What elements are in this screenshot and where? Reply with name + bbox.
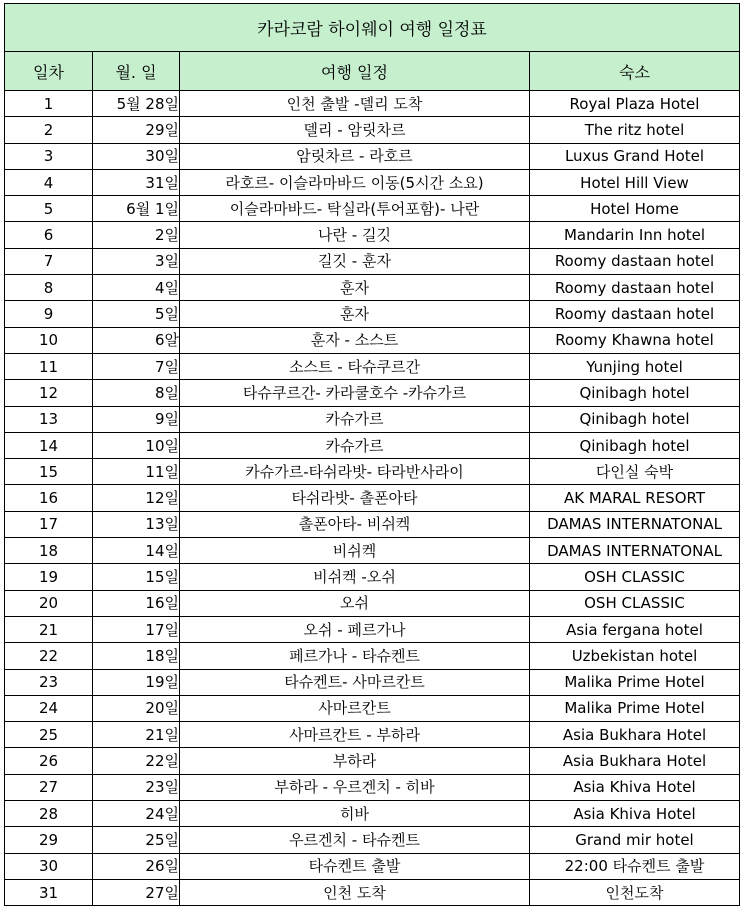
cell-plan: 비쉬켁	[180, 538, 530, 564]
table-row	[5, 327, 740, 353]
header-plan: 여행 일정	[180, 52, 530, 91]
table-row	[5, 117, 740, 143]
cell-day: 27	[5, 774, 93, 800]
cell-hotel: AK MARAL RESORT	[530, 485, 740, 511]
table-row	[5, 169, 740, 195]
cell-day: 1	[5, 91, 93, 117]
table-row	[5, 301, 740, 327]
cell-hotel: 다인실 숙박	[530, 459, 740, 485]
table-row	[5, 196, 740, 222]
table-row	[5, 432, 740, 458]
table-row	[5, 801, 740, 827]
cell-day: 29	[5, 827, 93, 853]
cell-hotel: Roomy dastaan hotel	[530, 301, 740, 327]
cell-date: 11일	[93, 459, 180, 485]
cell-hotel: DAMAS INTERNATONAL	[530, 538, 740, 564]
cell-plan: 인천 도착	[180, 879, 530, 905]
table-body	[5, 91, 740, 906]
cell-date: 26일	[93, 853, 180, 879]
cell-hotel: Asia Bukhara Hotel	[530, 722, 740, 748]
cell-hotel: Asia Bukhara Hotel	[530, 748, 740, 774]
cell-plan: 히바	[180, 801, 530, 827]
table-row	[5, 564, 740, 590]
cell-plan: 페르가나 - 타슈켄트	[180, 643, 530, 669]
table-row	[5, 827, 740, 853]
table-row	[5, 669, 740, 695]
cell-day: 14	[5, 432, 93, 458]
cell-day: 24	[5, 695, 93, 721]
cell-hotel: Asia fergana hotel	[530, 616, 740, 642]
cell-date: 13일	[93, 511, 180, 537]
cell-date: 7일	[93, 353, 180, 379]
table-row	[5, 459, 740, 485]
cell-day: 7	[5, 248, 93, 274]
cell-day: 30	[5, 853, 93, 879]
cell-day: 22	[5, 643, 93, 669]
cell-hotel: Qinibagh hotel	[530, 432, 740, 458]
cell-day: 6	[5, 222, 93, 248]
cell-hotel: Royal Plaza Hotel	[530, 91, 740, 117]
cell-day: 31	[5, 879, 93, 905]
cell-hotel: Mandarin Inn hotel	[530, 222, 740, 248]
cell-hotel: Roomy dastaan hotel	[530, 248, 740, 274]
table-row	[5, 722, 740, 748]
table-row	[5, 774, 740, 800]
cell-plan: 우르겐치 - 타슈켄트	[180, 827, 530, 853]
cell-day: 17	[5, 511, 93, 537]
cell-day: 9	[5, 301, 93, 327]
cell-plan: 부하라	[180, 748, 530, 774]
cell-day: 18	[5, 538, 93, 564]
cell-plan: 타슈켄트- 사마르칸트	[180, 669, 530, 695]
cell-plan: 타슈켄트 출발	[180, 853, 530, 879]
cell-hotel: Asia Khiva Hotel	[530, 774, 740, 800]
table-row	[5, 616, 740, 642]
cell-date: 8일	[93, 380, 180, 406]
cell-date: 29일	[93, 117, 180, 143]
cell-day: 23	[5, 669, 93, 695]
cell-hotel: Malika Prime Hotel	[530, 669, 740, 695]
cell-date: 6월 1일	[93, 196, 180, 222]
header-date: 월. 일	[93, 52, 180, 91]
cell-date: 15일	[93, 564, 180, 590]
cell-hotel: Asia Khiva Hotel	[530, 801, 740, 827]
cell-hotel: 인천도착	[530, 879, 740, 905]
cell-plan: 촐폰아타- 비쉬켁	[180, 511, 530, 537]
table-row	[5, 485, 740, 511]
cell-plan: 라호르- 이슬라마바드 이동(5시간 소요)	[180, 169, 530, 195]
table-row	[5, 853, 740, 879]
cell-plan: 오쉬 - 페르가나	[180, 616, 530, 642]
cell-plan: 이슬라마바드- 탁실라(투어포함)- 나란	[180, 196, 530, 222]
cell-date: 21일	[93, 722, 180, 748]
cell-day: 19	[5, 564, 93, 590]
cell-plan: 훈자	[180, 301, 530, 327]
cell-day: 15	[5, 459, 93, 485]
cell-date: 4일	[93, 275, 180, 301]
cell-hotel: Qinibagh hotel	[530, 380, 740, 406]
header-hotel: 숙소	[530, 52, 740, 91]
cell-hotel: The ritz hotel	[530, 117, 740, 143]
cell-day: 4	[5, 169, 93, 195]
cell-date: 17일	[93, 616, 180, 642]
table-row	[5, 406, 740, 432]
cell-plan: 타쉬라밧- 촐폰아타	[180, 485, 530, 511]
header-day: 일차	[5, 52, 93, 91]
cell-date: 9일	[93, 406, 180, 432]
cell-date: 19일	[93, 669, 180, 695]
cell-day: 16	[5, 485, 93, 511]
cell-plan: 인천 출발 -델리 도착	[180, 91, 530, 117]
cell-plan: 나란 - 길깃	[180, 222, 530, 248]
cell-plan: 사마르칸트	[180, 695, 530, 721]
cell-date: 2일	[93, 222, 180, 248]
cell-date: 20일	[93, 695, 180, 721]
cell-day: 21	[5, 616, 93, 642]
cell-hotel: Roomy dastaan hotel	[530, 275, 740, 301]
cell-day: 5	[5, 196, 93, 222]
table-row	[5, 748, 740, 774]
cell-date: 10일	[93, 432, 180, 458]
cell-date: 22일	[93, 748, 180, 774]
cell-plan: 비쉬켁 -오쉬	[180, 564, 530, 590]
table-row	[5, 511, 740, 537]
table-row	[5, 143, 740, 169]
table-title: 카라코람 하이웨이 여행 일정표	[5, 4, 740, 52]
cell-plan: 카슈가르	[180, 432, 530, 458]
cell-date: 30일	[93, 143, 180, 169]
cell-hotel: Yunjing hotel	[530, 353, 740, 379]
cell-date: 31일	[93, 169, 180, 195]
cell-day: 2	[5, 117, 93, 143]
cell-plan: 카슈가르	[180, 406, 530, 432]
cell-date: 12일	[93, 485, 180, 511]
cell-plan: 오쉬	[180, 590, 530, 616]
cell-hotel: Malika Prime Hotel	[530, 695, 740, 721]
cell-hotel: OSH CLASSIC	[530, 564, 740, 590]
cell-day: 20	[5, 590, 93, 616]
cell-day: 28	[5, 801, 93, 827]
cell-hotel: Qinibagh hotel	[530, 406, 740, 432]
cell-date: 24일	[93, 801, 180, 827]
cell-day: 8	[5, 275, 93, 301]
cell-date: 18일	[93, 643, 180, 669]
table-row	[5, 222, 740, 248]
cell-date: 27일	[93, 879, 180, 905]
cell-hotel: Uzbekistan hotel	[530, 643, 740, 669]
cell-plan: 소스트 - 타슈쿠르간	[180, 353, 530, 379]
cell-day: 13	[5, 406, 93, 432]
cell-date: 16일	[93, 590, 180, 616]
table-row	[5, 643, 740, 669]
table-row	[5, 380, 740, 406]
cell-hotel: DAMAS INTERNATONAL	[530, 511, 740, 537]
cell-day: 10	[5, 327, 93, 353]
cell-date: 6알	[93, 327, 180, 353]
cell-date: 5일	[93, 301, 180, 327]
cell-hotel: OSH CLASSIC	[530, 590, 740, 616]
cell-hotel: Hotel Home	[530, 196, 740, 222]
cell-date: 23일	[93, 774, 180, 800]
cell-plan: 부하라 - 우르겐치 - 히바	[180, 774, 530, 800]
table-row	[5, 590, 740, 616]
table-row	[5, 879, 740, 905]
cell-date: 25일	[93, 827, 180, 853]
cell-day: 3	[5, 143, 93, 169]
cell-plan: 사마르칸트 - 부하라	[180, 722, 530, 748]
cell-plan: 길깃 - 훈자	[180, 248, 530, 274]
cell-plan: 카슈가르-타쉬라밧- 타라반사라이	[180, 459, 530, 485]
cell-hotel: Roomy Khawna hotel	[530, 327, 740, 353]
cell-hotel: Luxus Grand Hotel	[530, 143, 740, 169]
table-row	[5, 248, 740, 274]
cell-plan: 타슈쿠르간- 카라쿨호수 -카슈가르	[180, 380, 530, 406]
table-row	[5, 538, 740, 564]
cell-hotel: 22:00 타슈켄트 출발	[530, 853, 740, 879]
cell-date: 3일	[93, 248, 180, 274]
table-row	[5, 695, 740, 721]
header-row	[5, 52, 740, 91]
table-row	[5, 353, 740, 379]
title-row	[5, 4, 740, 52]
table-row	[5, 91, 740, 117]
cell-plan: 암릿차르 - 라호르	[180, 143, 530, 169]
cell-plan: 훈자 - 소스트	[180, 327, 530, 353]
cell-hotel: Hotel Hill View	[530, 169, 740, 195]
cell-day: 11	[5, 353, 93, 379]
cell-plan: 훈자	[180, 275, 530, 301]
cell-day: 26	[5, 748, 93, 774]
cell-plan: 델리 - 암릿차르	[180, 117, 530, 143]
itinerary-table	[4, 3, 740, 906]
cell-date: 14일	[93, 538, 180, 564]
cell-date: 5월 28일	[93, 91, 180, 117]
cell-day: 12	[5, 380, 93, 406]
cell-day: 25	[5, 722, 93, 748]
table-row	[5, 275, 740, 301]
cell-hotel: Grand mir hotel	[530, 827, 740, 853]
